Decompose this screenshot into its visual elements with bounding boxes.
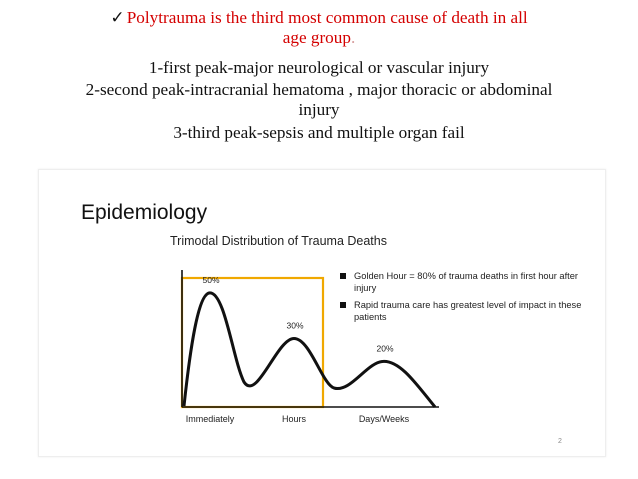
legend-text: Golden Hour = 80% of trauma deaths in first hour after injury: [354, 271, 579, 293]
slide-line-3: 1-first peak-major neurological or vascular injury: [148, 58, 490, 77]
x-tick-label: Immediately: [185, 414, 235, 424]
slide-line-2-text: age group: [282, 28, 351, 47]
slide-line-2-period: .: [350, 28, 356, 47]
x-tick-label: Days/Weeks: [358, 414, 410, 424]
panel-title: Epidemiology: [81, 201, 208, 224]
slide-line-2: [0, 28, 638, 47]
slide-line-1: [0, 8, 638, 27]
check-mark-icon: ✓: [110, 8, 125, 27]
peak-label: 30%: [286, 320, 304, 331]
peak-label: 20%: [376, 343, 394, 354]
legend-text: Rapid trauma care has greatest level of impact in these patients: [354, 300, 582, 322]
slide-line-5: injury: [298, 100, 340, 119]
square-bullet-icon: [340, 273, 346, 279]
epidemiology-panel: [38, 169, 606, 457]
page-number: 2: [558, 438, 562, 445]
chart-title: Trimodal Distribution of Trauma Deaths: [170, 234, 387, 248]
legend-item-rapid-care: [340, 300, 590, 323]
slide-line-6: 3-third peak-sepsis and multiple organ fail: [173, 123, 465, 142]
x-tick-label: Hours: [281, 414, 307, 424]
square-bullet-icon: [340, 302, 346, 308]
slide-line-4: 2-second peak-intracranial hematoma , major thoracic or abdominal: [85, 80, 553, 99]
chart-legend: [340, 271, 590, 329]
peak-label: 50%: [202, 274, 220, 285]
slide-line-1-text: Polytrauma is the third most common cause of death in all: [126, 8, 528, 27]
legend-item-golden-hour: [340, 271, 590, 294]
